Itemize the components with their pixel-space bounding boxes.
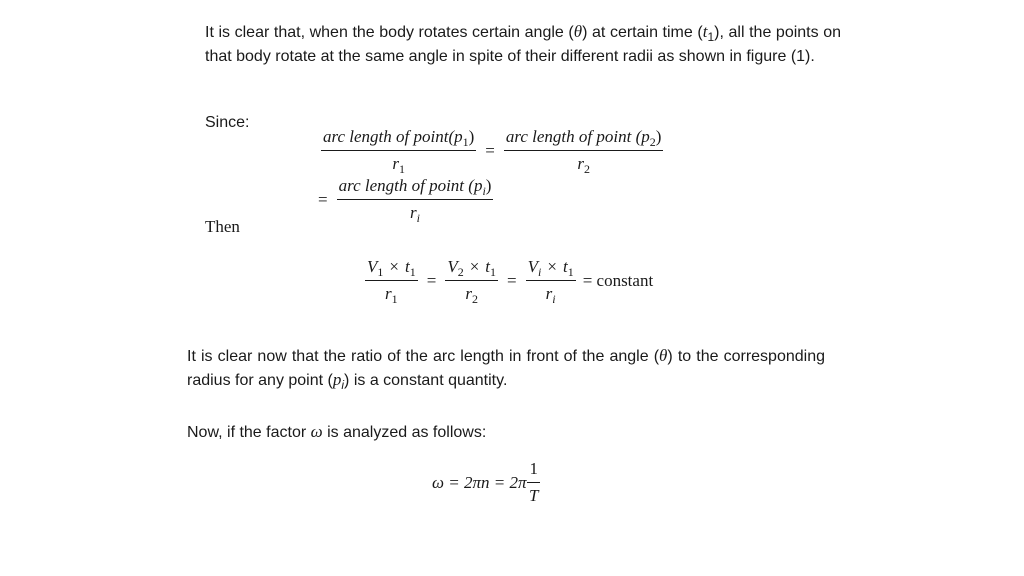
arc-fraction-p1: $\frac{arc length of point(p_1)}{r_1}$ [323,127,475,176]
omega-expression: ω = 2πn = 2π [432,472,527,492]
velocity-fraction-1: $\frac{V_1 \times t_1}{r_1}$ [367,257,416,306]
constant-label: = constant [582,270,654,290]
equals-sign: = [426,270,437,290]
one-over-t-fraction: $\frac{1}{T}$ [529,459,539,505]
arc-length-equation-line2 [318,176,496,223]
intro-paragraph: It is clear that, when the body rotates certain angle (θ) at certain time $(t_1)$, all the points on that body rotate at the same angle in spite of their different radii as shown in figure (1). [205,22,842,65]
arc-length-equation-line1 [318,127,666,174]
velocity-ratio-equation [362,257,653,304]
arc-fraction-p2: $\frac{arc length of point (p_2)}{r_2}$ [505,127,662,176]
time-symbol: t [702,22,708,41]
omega-symbol: ω [310,422,323,441]
velocity-fraction-2: $\frac{V_2 \times t_1}{r_2}$ [447,257,497,306]
ratio-paragraph: It is clear now that the ratio of the arc length in front of the angle (θ) to the corresponding radius for any point $(p_i)$ is a constant quantity. [187,346,826,392]
equals-sign: = [318,189,328,209]
theta-symbol: θ [573,22,583,41]
then-label: Then [205,217,240,236]
velocity-fraction-i: $\frac{V_i \times t_1}{r_i}$ [527,257,574,306]
omega-paragraph: Now, if the factor ω is analyzed as follows: [187,422,487,441]
since-label: Since: [205,114,250,131]
point-symbol: p [332,370,342,389]
equals-sign: = [507,270,517,290]
arc-fraction-pi: $\frac{arc length of point (p_i)}{r_i}$ [338,176,492,225]
equals-sign: = [485,140,495,160]
theta-symbol: θ [659,346,668,365]
omega-equation [432,459,543,506]
